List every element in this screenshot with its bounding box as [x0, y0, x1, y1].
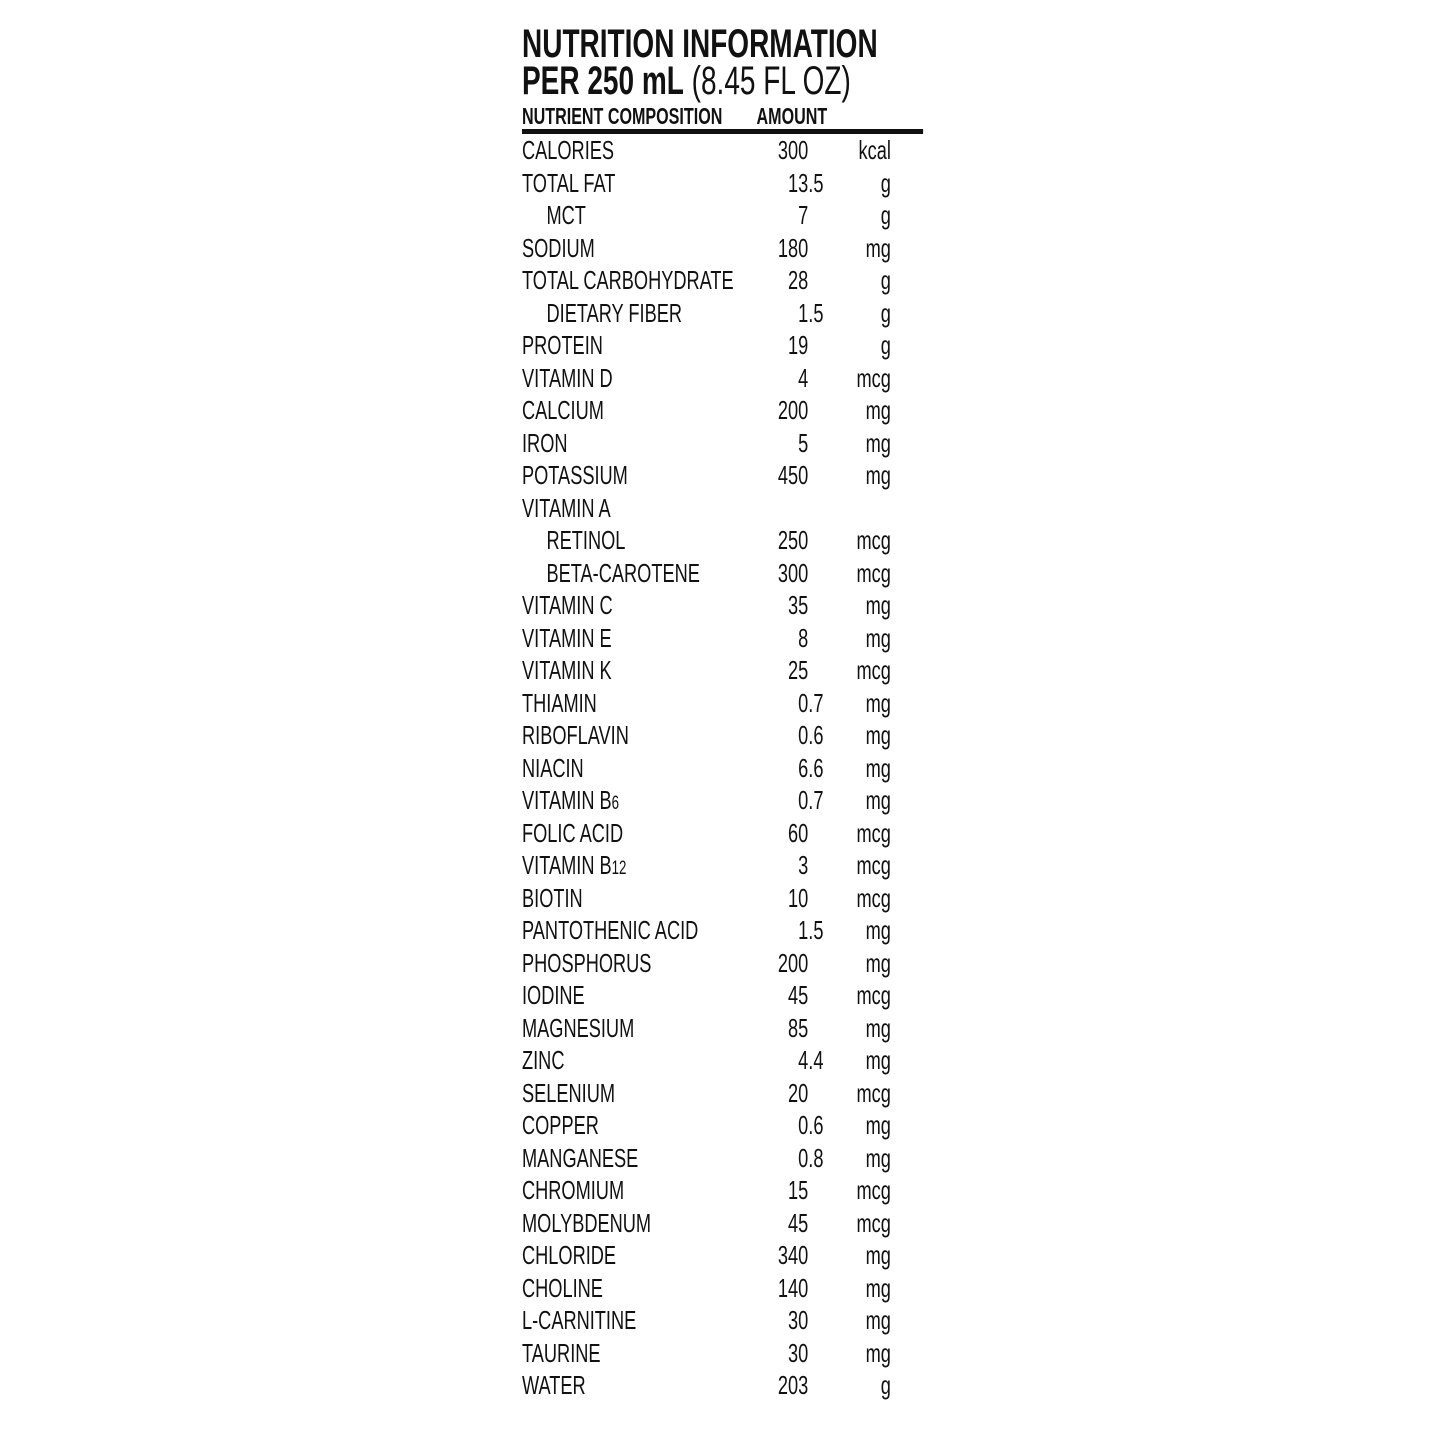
nutrient-row [522, 947, 924, 980]
amount-value-fraction [808, 1207, 827, 1240]
amount-value-integer: 200 [777, 395, 809, 425]
amount-value-fraction [808, 1077, 827, 1110]
nutrient-name: RETINOL [546, 525, 626, 555]
nutrient-row [522, 1369, 924, 1402]
amount-unit: mg [865, 687, 891, 718]
amount-value-fraction [808, 1174, 827, 1207]
amount-value-integer: 15 [788, 1175, 809, 1205]
nutrient-name: CHOLINE [522, 1272, 603, 1303]
amount-unit: mg [865, 1337, 891, 1368]
amount-value-integer: 19 [788, 330, 809, 360]
nutrient-name: TOTAL CARBOHYDRATE [522, 265, 734, 295]
amount-value-fraction [808, 1337, 827, 1370]
nutrient-name: COPPER [522, 1110, 599, 1140]
nutrient-name: PROTEIN [522, 330, 603, 360]
amount-value-fraction: .8 [808, 1142, 824, 1173]
amount-value-fraction: .4 [808, 1045, 824, 1075]
serving-size-fl-oz: (8.45 FL OZ) [691, 59, 851, 103]
nutrient-row [522, 557, 924, 590]
amount-unit: mcg [856, 1077, 891, 1108]
amount-unit: g [880, 297, 891, 328]
nutrient-row [522, 1012, 924, 1045]
amount-unit: g [880, 330, 891, 360]
nutrient-name: TOTAL FAT [522, 167, 616, 198]
amount-value-integer: 13 [788, 167, 809, 198]
amount-value-fraction [808, 1272, 827, 1305]
nutrient-row [522, 1174, 924, 1207]
nutrient-name: IODINE [522, 980, 585, 1010]
amount-unit: mg [865, 1240, 891, 1270]
amount-value-integer: 4 [798, 362, 809, 393]
amount-unit: mcg [856, 557, 891, 588]
nutrient-row [522, 914, 924, 947]
amount-value-integer: 0 [798, 1110, 809, 1140]
nutrient-name: THIAMIN [522, 687, 597, 718]
amount-value-fraction [808, 817, 827, 850]
amount-unit: mcg [856, 1207, 891, 1238]
amount-value-integer: 8 [798, 622, 809, 653]
nutrient-row [522, 1272, 924, 1305]
amount-value-fraction [808, 524, 827, 557]
amount-unit: mg [865, 785, 891, 815]
amount-value-integer: 1 [798, 297, 809, 328]
amount-value-integer: 300 [777, 135, 809, 165]
amount-value-fraction: .5 [808, 297, 824, 328]
amount-value-integer: 0 [798, 720, 809, 750]
amount-unit: g [880, 167, 891, 198]
nutrient-name: IRON [522, 427, 568, 458]
nutrient-row [522, 979, 924, 1012]
amount-value-fraction: .7 [808, 785, 824, 815]
amount-value-integer: 10 [788, 882, 809, 913]
amount-value-fraction [808, 329, 827, 362]
nutrient-name: VITAMIN B6 [522, 785, 620, 815]
amount-value-integer: 85 [788, 1012, 809, 1043]
amount-unit: mcg [856, 1175, 891, 1205]
nutrient-row [522, 492, 924, 525]
nutrient-row [522, 1044, 924, 1077]
nutrient-row [522, 719, 924, 752]
amount-value-fraction [808, 459, 827, 492]
amount-value-integer: 200 [777, 947, 809, 978]
amount-value-fraction [808, 199, 827, 232]
nutrient-name: WATER [522, 1370, 586, 1400]
column-header-row [522, 104, 891, 128]
amount-unit: mg [865, 622, 891, 653]
nutrient-name: CALORIES [522, 135, 615, 165]
amount-value-fraction [808, 557, 827, 590]
nutrient-name: NIACIN [522, 752, 584, 783]
nutrient-row [522, 752, 924, 785]
amount-unit [827, 492, 891, 525]
nutrient-name: L-CARNITINE [522, 1305, 637, 1335]
amount-value-integer: 3 [798, 850, 809, 880]
nutrient-row [522, 329, 924, 362]
nutrient-name: VITAMIN K [522, 655, 612, 685]
nutrient-row [522, 622, 924, 655]
nutrient-name: CHROMIUM [522, 1175, 625, 1205]
amount-unit: mg [865, 232, 891, 263]
nutrient-row [522, 1304, 924, 1337]
amount-value-integer: 450 [777, 460, 809, 490]
amount-unit: g [880, 200, 891, 230]
nutrient-row [522, 427, 924, 460]
nutrient-name: BETA-CAROTENE [546, 557, 700, 588]
nutrient-name: VITAMIN A [522, 492, 611, 523]
nutrient-name: VITAMIN B12 [522, 850, 627, 880]
nutrient-row [522, 1207, 924, 1240]
amount-unit: mcg [856, 850, 891, 880]
nutrient-row [522, 589, 924, 622]
amount-value-integer: 300 [777, 557, 809, 588]
nutrient-row [522, 232, 924, 265]
amount-value-integer: 35 [788, 590, 809, 620]
amount-value-fraction: .6 [808, 720, 824, 750]
amount-unit: mg [865, 395, 891, 425]
nutrient-name: SELENIUM [522, 1077, 616, 1108]
amount-unit: mg [865, 1142, 891, 1173]
nutrient-row [522, 1239, 924, 1272]
nutrient-name: MANGANESE [522, 1142, 639, 1173]
nutrient-row [522, 817, 924, 850]
amount-value-integer: 5 [798, 427, 809, 458]
nutrient-row [522, 1109, 924, 1142]
amount-value-fraction [808, 1369, 827, 1402]
amount-value-integer: 140 [777, 1272, 809, 1303]
amount-value-integer: 180 [777, 232, 809, 263]
nutrient-name: VITAMIN C [522, 590, 613, 620]
amount-value-integer [731, 492, 808, 525]
nutrient-name: BIOTIN [522, 882, 583, 913]
amount-value-fraction [808, 589, 827, 622]
amount-unit: mg [865, 1045, 891, 1075]
amount-value-integer: 0 [798, 1142, 809, 1173]
amount-unit: g [880, 265, 891, 295]
amount-value-fraction [808, 654, 827, 687]
amount-unit: mg [865, 1272, 891, 1303]
amount-value-fraction [808, 362, 827, 395]
nutrient-row [522, 459, 924, 492]
amount-value-integer: 1 [798, 915, 809, 945]
amount-unit: mg [865, 1012, 891, 1043]
amount-value-integer: 250 [777, 525, 809, 555]
amount-unit: mcg [856, 655, 891, 685]
amount-value-integer: 28 [788, 265, 809, 295]
nutrition-label [522, 24, 924, 1402]
nutrient-name: TAURINE [522, 1337, 601, 1368]
amount-value-fraction [808, 849, 827, 886]
amount-unit: mcg [856, 882, 891, 913]
nutrient-name: DIETARY FIBER [546, 297, 683, 328]
nutrient-row [522, 167, 924, 200]
amount-value-integer: 60 [788, 817, 809, 848]
nutrient-name: RIBOFLAVIN [522, 720, 629, 750]
amount-value-fraction [808, 1239, 827, 1272]
column-header-amount: AMOUNT [756, 103, 828, 129]
amount-value-fraction [808, 1304, 827, 1337]
amount-value-fraction [808, 134, 827, 167]
amount-unit: mg [865, 460, 891, 490]
nutrient-row [522, 882, 924, 915]
amount-value-fraction [808, 264, 827, 297]
nutrient-name: MAGNESIUM [522, 1012, 635, 1043]
nutrient-row [522, 1142, 924, 1175]
nutrient-row [522, 394, 924, 427]
amount-value-integer: 45 [788, 980, 809, 1010]
nutrient-name: PHOSPHORUS [522, 947, 652, 978]
nutrient-name: MOLYBDENUM [522, 1207, 652, 1238]
nutrient-row [522, 1077, 924, 1110]
amount-value-integer: 203 [777, 1370, 809, 1400]
amount-value-integer: 45 [788, 1207, 809, 1238]
nutrient-name-subscript: 12 [611, 858, 627, 879]
amount-unit: mg [865, 590, 891, 620]
nutrient-row [522, 134, 924, 167]
amount-value-fraction [808, 427, 827, 460]
amount-value-fraction [808, 622, 827, 655]
amount-unit: mg [865, 1305, 891, 1335]
amount-value-integer: 6 [798, 752, 809, 783]
nutrient-name-subscript: 6 [611, 793, 620, 814]
nutrient-name: CALCIUM [522, 395, 604, 425]
amount-unit: mg [865, 427, 891, 458]
nutrient-name: MCT [546, 200, 586, 230]
amount-value-fraction: .6 [808, 752, 824, 783]
amount-unit: g [880, 1370, 891, 1400]
amount-value-fraction: .7 [808, 687, 824, 718]
serving-size-amount: PER 250 mL [522, 59, 684, 103]
amount-unit: mcg [856, 817, 891, 848]
nutrient-row [522, 1337, 924, 1370]
amount-unit: mcg [856, 362, 891, 393]
amount-unit: mg [865, 752, 891, 783]
nutrient-row [522, 654, 924, 687]
amount-unit: mg [865, 947, 891, 978]
column-header-nutrient-composition: NUTRIENT COMPOSITION [522, 103, 723, 129]
nutrient-row [522, 524, 924, 557]
nutrient-name: SODIUM [522, 232, 595, 263]
amount-value-integer: 30 [788, 1305, 809, 1335]
amount-value-integer: 4 [798, 1045, 809, 1075]
nutrient-row [522, 687, 924, 720]
nutrient-name: CHLORIDE [522, 1240, 617, 1270]
amount-value-fraction [808, 882, 827, 915]
nutrient-name: FOLIC ACID [522, 817, 624, 848]
nutrient-table [522, 134, 924, 1402]
amount-value-integer: 0 [798, 687, 809, 718]
amount-unit: mg [865, 1110, 891, 1140]
amount-value-fraction [808, 947, 827, 980]
amount-value-integer: 30 [788, 1337, 809, 1368]
nutrient-row [522, 784, 924, 817]
nutrient-row [522, 264, 924, 297]
nutrient-row [522, 362, 924, 395]
amount-value-fraction [808, 394, 827, 427]
amount-value-fraction: .5 [808, 167, 824, 198]
amount-value-fraction [808, 492, 827, 525]
amount-value-integer: 0 [798, 785, 809, 815]
amount-value-integer: 25 [788, 655, 809, 685]
nutrition-title: NUTRITION INFORMATION [522, 22, 878, 66]
amount-value-fraction [808, 232, 827, 265]
amount-unit: mcg [856, 525, 891, 555]
amount-value-fraction [808, 1012, 827, 1045]
amount-value-integer: 340 [777, 1240, 809, 1270]
amount-value-integer: 7 [798, 200, 809, 230]
amount-value-fraction: .5 [808, 915, 824, 945]
amount-unit: mg [865, 915, 891, 945]
serving-size-line [522, 59, 924, 103]
nutrient-name: VITAMIN E [522, 622, 612, 653]
nutrient-row [522, 297, 924, 330]
amount-value-integer: 20 [788, 1077, 809, 1108]
amount-unit: mcg [856, 980, 891, 1010]
nutrient-name: POTASSIUM [522, 460, 628, 490]
nutrient-name: ZINC [522, 1045, 565, 1075]
amount-unit: kcal [858, 135, 891, 165]
amount-value-fraction: .6 [808, 1110, 824, 1140]
amount-unit: mg [865, 720, 891, 750]
amount-value-fraction [808, 979, 827, 1012]
nutrient-row [522, 849, 924, 882]
nutrient-name: VITAMIN D [522, 362, 613, 393]
nutrient-name: PANTOTHENIC ACID [522, 915, 699, 945]
nutrient-row [522, 199, 924, 232]
